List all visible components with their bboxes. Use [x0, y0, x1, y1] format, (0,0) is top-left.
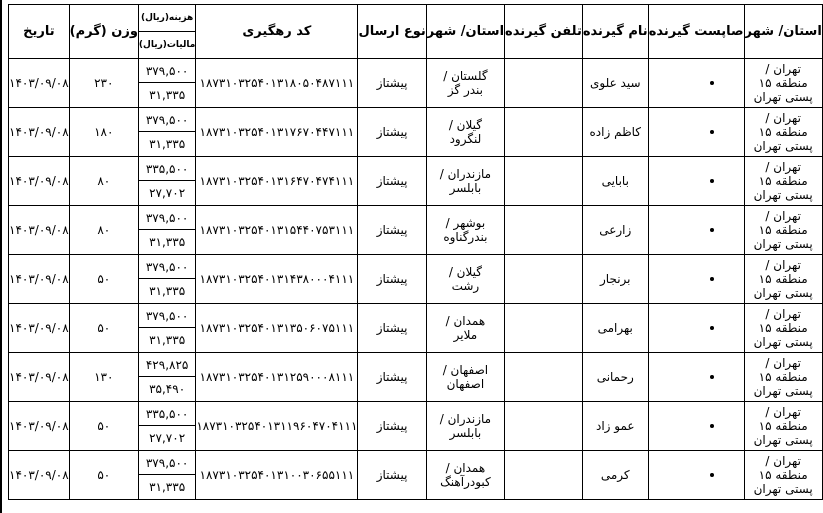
tax-value: ۳۱,۳۳۵ [149, 333, 186, 347]
phone-cell [505, 304, 583, 353]
send-type-cell: پیشتاز [358, 108, 426, 157]
row-marker [710, 473, 714, 477]
destination-province: گیلان / [448, 118, 482, 132]
destination-cell [426, 157, 504, 206]
destination-province: همدان / [445, 314, 486, 328]
header-cost: هزینه(ریال) [139, 5, 195, 32]
header-recipient-name: نام گیرنده [582, 5, 648, 59]
header-destination: استان/ شهر [426, 5, 504, 59]
row-marker [710, 130, 714, 134]
destination-province: گیلان / [448, 265, 482, 279]
destination-province: بوشهر / [445, 216, 486, 230]
origin-line-1: تهران / [765, 111, 801, 125]
cost-tax-cell [138, 451, 195, 500]
table-row [9, 206, 823, 255]
destination-cell [426, 255, 504, 304]
date-cell: ۱۴۰۳/۰۹/۰۸ [9, 59, 70, 108]
cost-tax-cell [138, 206, 195, 255]
origin-line-2: منطقه ۱۵ [758, 125, 808, 139]
send-type-cell: پیشتاز [358, 59, 426, 108]
tax-value: ۳۵,۴۹۰ [149, 382, 186, 396]
tracking-code-cell: ۱۸۷۳۱۰۳۲۵۴۰۱۳۱۱۹۶۰۴۷۰۴۱۱۱ [196, 402, 358, 451]
send-type-cell: پیشتاز [358, 304, 426, 353]
weight-cell: ۸۰ [69, 157, 138, 206]
tracking-code-cell: ۱۸۷۳۱۰۳۲۵۴۰۱۳۱۸۰۵۰۴۸۷۱۱۱ [196, 59, 358, 108]
destination-cell [426, 206, 504, 255]
shipments-table [8, 4, 823, 500]
destination-city: کبودرآهنگ [440, 475, 491, 489]
origin-line-3: پستی تهران [753, 237, 813, 251]
postcode-cell [648, 59, 744, 108]
phone-cell [505, 108, 583, 157]
table-row [9, 59, 823, 108]
recipient-name-cell: بهرامی [582, 304, 648, 353]
date-cell: ۱۴۰۳/۰۹/۰۸ [9, 451, 70, 500]
origin-line-2: منطقه ۱۵ [758, 370, 808, 384]
row-marker [710, 179, 714, 183]
origin-line-2: منطقه ۱۵ [758, 272, 808, 286]
cost-tax-cell [138, 108, 195, 157]
destination-city: لنگرود [449, 132, 482, 146]
origin-line-3: پستی تهران [753, 482, 813, 496]
origin-cell [744, 206, 822, 255]
cost-tax-cell [138, 157, 195, 206]
date-cell: ۱۴۰۳/۰۹/۰۸ [9, 402, 70, 451]
table-header-row [9, 5, 823, 59]
recipient-name-cell: زارعی [582, 206, 648, 255]
weight-cell: ۵۰ [69, 304, 138, 353]
table-row [9, 451, 823, 500]
origin-line-1: تهران / [765, 62, 801, 76]
weight-cell: ۵۰ [69, 451, 138, 500]
origin-line-2: منطقه ۱۵ [758, 321, 808, 335]
origin-cell [744, 255, 822, 304]
tax-value: ۳۱,۳۳۵ [149, 235, 186, 249]
tracking-code-cell: ۱۸۷۳۱۰۳۲۵۴۰۱۳۱۲۵۹۰۰۰۸۱۱۱ [196, 353, 358, 402]
weight-cell: ۱۳۰ [69, 353, 138, 402]
destination-province: همدان / [445, 461, 486, 475]
date-cell: ۱۴۰۳/۰۹/۰۸ [9, 206, 70, 255]
origin-line-3: پستی تهران [753, 90, 813, 104]
origin-line-2: منطقه ۱۵ [758, 223, 808, 237]
date-cell: ۱۴۰۳/۰۹/۰۸ [9, 108, 70, 157]
header-tracking: کد رهگیری [196, 5, 358, 59]
destination-city: اصفهان [446, 377, 485, 391]
recipient-name-cell: برنجار [582, 255, 648, 304]
origin-line-1: تهران / [765, 258, 801, 272]
cost-tax-cell [138, 353, 195, 402]
destination-city: ملایر [453, 328, 478, 342]
origin-cell [744, 353, 822, 402]
origin-line-2: منطقه ۱۵ [758, 419, 808, 433]
destination-cell [426, 304, 504, 353]
header-tax: مالیات(ریال) [138, 39, 196, 50]
cost-tax-cell [138, 59, 195, 108]
row-marker [710, 228, 714, 232]
origin-line-3: پستی تهران [753, 433, 813, 447]
postcode-cell [648, 451, 744, 500]
table-row [9, 108, 823, 157]
table-row [9, 255, 823, 304]
header-weight: وزن (گرم) [69, 5, 138, 59]
postcode-cell [648, 157, 744, 206]
destination-city: بندر گز [447, 83, 484, 97]
tax-value: ۳۱,۳۳۵ [149, 137, 186, 151]
postcode-cell [648, 304, 744, 353]
header-send-type: نوع ارسال [358, 5, 426, 59]
send-type-cell: پیشتاز [358, 451, 426, 500]
cost-value: ۳۷۹,۵۰۰ [139, 451, 195, 475]
tracking-code-cell: ۱۸۷۳۱۰۳۲۵۴۰۱۳۱۴۳۸۰۰۰۴۱۱۱ [196, 255, 358, 304]
postcode-cell [648, 108, 744, 157]
tax-value: ۳۱,۳۳۵ [149, 284, 186, 298]
phone-cell [505, 451, 583, 500]
header-cost-tax [138, 5, 195, 59]
tracking-code-cell: ۱۸۷۳۱۰۳۲۵۴۰۱۳۱۷۶۷۰۴۴۷۱۱۱ [196, 108, 358, 157]
recipient-name-cell: کرمی [582, 451, 648, 500]
destination-cell [426, 451, 504, 500]
cost-value: ۳۷۹,۵۰۰ [139, 108, 195, 132]
weight-cell: ۵۰ [69, 402, 138, 451]
tax-value: ۲۷,۷۰۲ [149, 186, 186, 200]
cost-value: ۳۷۹,۵۰۰ [139, 206, 195, 230]
recipient-name-cell: بابایی [582, 157, 648, 206]
send-type-cell: پیشتاز [358, 255, 426, 304]
row-marker [710, 81, 714, 85]
recipient-name-cell: کاظم زاده [582, 108, 648, 157]
postcode-cell [648, 255, 744, 304]
phone-cell [505, 157, 583, 206]
header-postcode: صاپست گیرنده [648, 5, 744, 59]
origin-line-3: پستی تهران [753, 286, 813, 300]
header-origin: استان/ شهر [744, 5, 822, 59]
cost-value: ۳۳۵,۵۰۰ [139, 157, 195, 181]
weight-cell: ۱۸۰ [69, 108, 138, 157]
row-marker [710, 375, 714, 379]
tracking-code-cell: ۱۸۷۳۱۰۳۲۵۴۰۱۳۱۳۵۰۶۰۷۵۱۱۱ [196, 304, 358, 353]
table-body [9, 59, 823, 500]
date-cell: ۱۴۰۳/۰۹/۰۸ [9, 255, 70, 304]
date-cell: ۱۴۰۳/۰۹/۰۸ [9, 157, 70, 206]
origin-line-3: پستی تهران [753, 188, 813, 202]
weight-cell: ۲۳۰ [69, 59, 138, 108]
weight-cell: ۵۰ [69, 255, 138, 304]
cost-value: ۳۷۹,۵۰۰ [139, 304, 195, 328]
send-type-cell: پیشتاز [358, 206, 426, 255]
header-date: تاریخ [9, 5, 70, 59]
recipient-name-cell: رحمانی [582, 353, 648, 402]
page-left-edge [0, 0, 2, 513]
cost-value: ۳۷۹,۵۰۰ [139, 255, 195, 279]
cost-tax-cell [138, 304, 195, 353]
row-marker [710, 326, 714, 330]
origin-line-1: تهران / [765, 307, 801, 321]
tax-value: ۲۷,۷۰۲ [149, 431, 186, 445]
tax-value: ۳۱,۳۳۵ [149, 88, 186, 102]
cost-value: ۳۷۹,۵۰۰ [139, 59, 195, 83]
origin-cell [744, 157, 822, 206]
origin-line-1: تهران / [765, 405, 801, 419]
destination-city: رشت [451, 279, 480, 293]
tracking-code-cell: ۱۸۷۳۱۰۳۲۵۴۰۱۳۱۵۴۴۰۷۵۳۱۱۱ [196, 206, 358, 255]
destination-province: مازندران / [439, 167, 492, 181]
origin-line-1: تهران / [765, 160, 801, 174]
destination-cell [426, 108, 504, 157]
postcode-cell [648, 353, 744, 402]
origin-line-1: تهران / [765, 454, 801, 468]
phone-cell [505, 206, 583, 255]
destination-city: بندرگناوه [443, 230, 488, 244]
table-row [9, 402, 823, 451]
cost-tax-cell [138, 402, 195, 451]
origin-line-3: پستی تهران [753, 335, 813, 349]
destination-province: مازندران / [439, 412, 492, 426]
origin-line-2: منطقه ۱۵ [758, 468, 808, 482]
phone-cell [505, 353, 583, 402]
destination-province: گلستان / [443, 69, 488, 83]
weight-cell: ۸۰ [69, 206, 138, 255]
cost-value: ۴۲۹,۸۲۵ [139, 353, 195, 377]
destination-city: بابلسر [449, 426, 482, 440]
origin-cell [744, 108, 822, 157]
destination-cell [426, 353, 504, 402]
tracking-code-cell: ۱۸۷۳۱۰۳۲۵۴۰۱۳۱۰۰۳۰۶۵۵۱۱۱ [196, 451, 358, 500]
origin-line-3: پستی تهران [753, 139, 813, 153]
origin-line-2: منطقه ۱۵ [758, 174, 808, 188]
destination-cell [426, 59, 504, 108]
cost-tax-cell [138, 255, 195, 304]
postcode-cell [648, 206, 744, 255]
header-phone: تلفن گیرنده [505, 5, 583, 59]
date-cell: ۱۴۰۳/۰۹/۰۸ [9, 304, 70, 353]
table-row [9, 353, 823, 402]
row-marker [710, 277, 714, 281]
phone-cell [505, 59, 583, 108]
recipient-name-cell: سید علوی [582, 59, 648, 108]
cost-value: ۳۳۵,۵۰۰ [139, 402, 195, 426]
origin-line-2: منطقه ۱۵ [758, 76, 808, 90]
origin-cell [744, 304, 822, 353]
origin-line-1: تهران / [765, 209, 801, 223]
postcode-cell [648, 402, 744, 451]
origin-cell [744, 59, 822, 108]
origin-line-3: پستی تهران [753, 384, 813, 398]
send-type-cell: پیشتاز [358, 353, 426, 402]
table-row [9, 157, 823, 206]
phone-cell [505, 402, 583, 451]
tracking-code-cell: ۱۸۷۳۱۰۳۲۵۴۰۱۳۱۶۴۷۰۴۷۴۱۱۱ [196, 157, 358, 206]
destination-province: اصفهان / [442, 363, 489, 377]
tax-value: ۳۱,۳۳۵ [149, 480, 186, 494]
date-cell: ۱۴۰۳/۰۹/۰۸ [9, 353, 70, 402]
destination-city: بابلسر [449, 181, 482, 195]
destination-cell [426, 402, 504, 451]
table-row [9, 304, 823, 353]
phone-cell [505, 255, 583, 304]
recipient-name-cell: عمو زاد [582, 402, 648, 451]
send-type-cell: پیشتاز [358, 402, 426, 451]
send-type-cell: پیشتاز [358, 157, 426, 206]
origin-cell [744, 402, 822, 451]
origin-cell [744, 451, 822, 500]
row-marker [710, 424, 714, 428]
origin-line-1: تهران / [765, 356, 801, 370]
